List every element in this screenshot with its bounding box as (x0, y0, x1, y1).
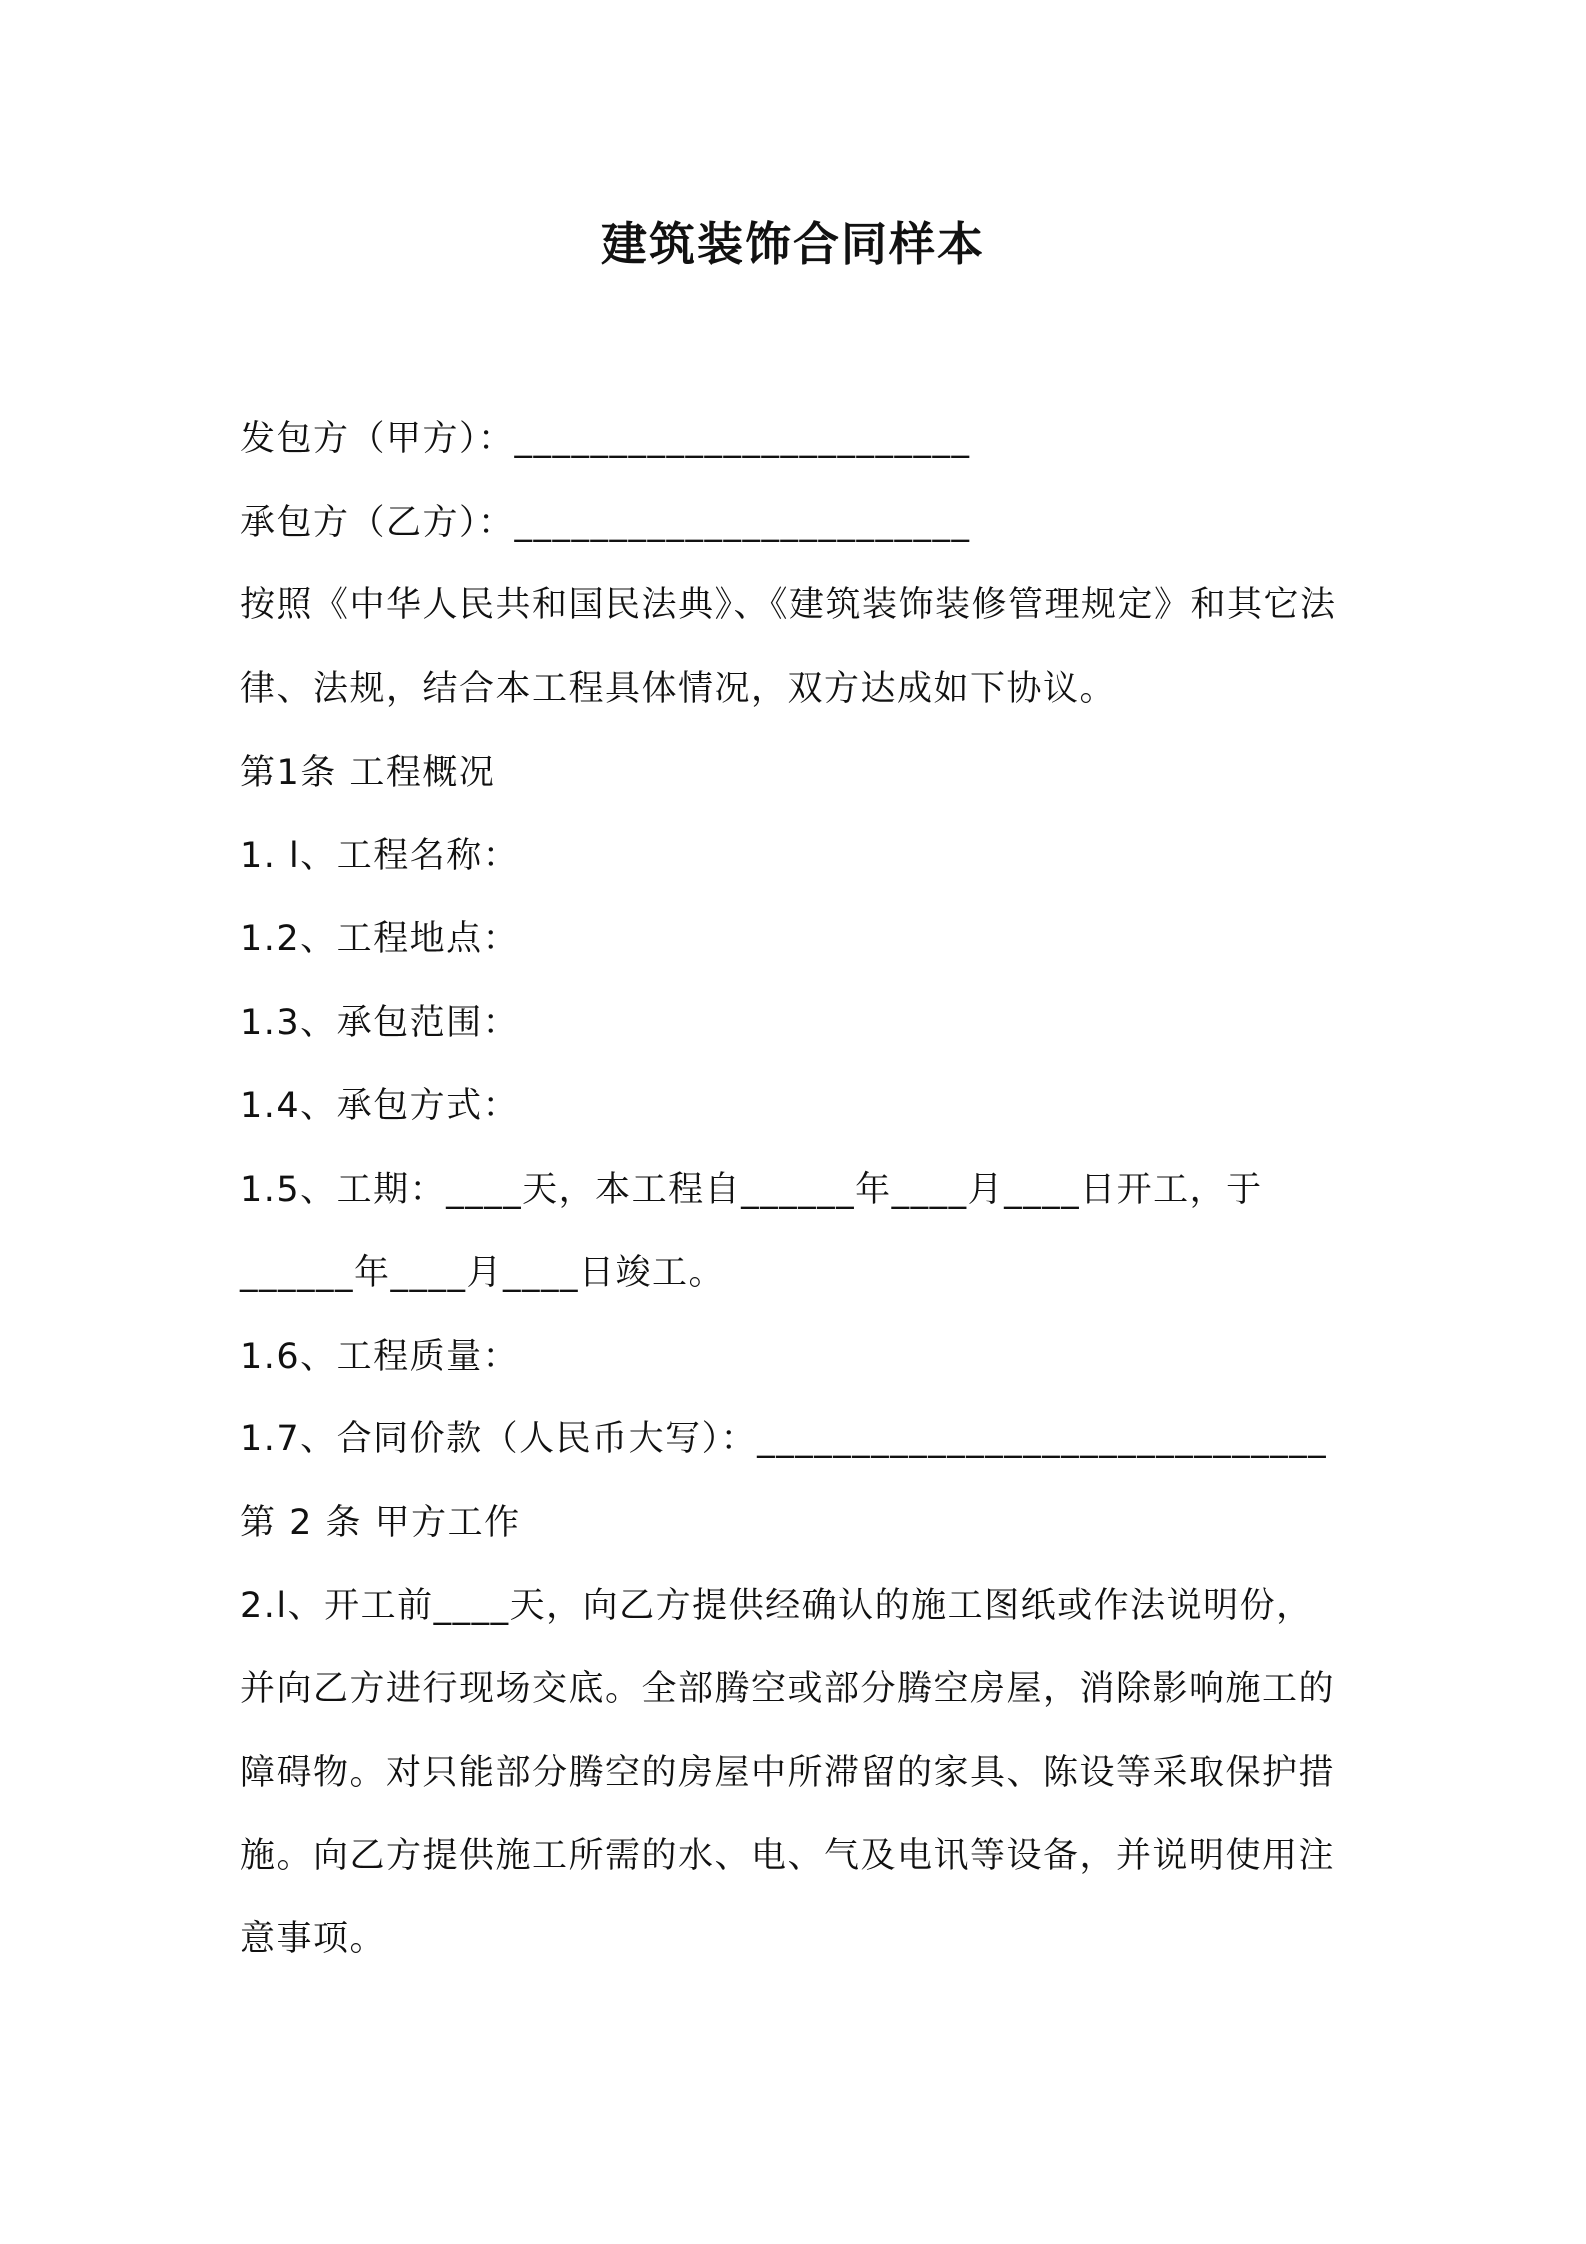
document-title: 建筑装饰合同样本 (601, 217, 985, 271)
party-a-line: 发包方（甲方）：________________________ (240, 419, 971, 459)
clause-1-2: 1.2、工程地点： (240, 919, 520, 959)
clause-1-1: 1. l、工程名称： (240, 836, 520, 876)
clause-2-1-line-4: 施。向乙方提供施工所需的水、电、气及电讯等设备，并说明使用注 (240, 1836, 1336, 1876)
clause-1-4: 1.4、承包方式： (240, 1086, 520, 1126)
clause-2-1-line-3: 障碍物。对只能部分腾空的房屋中所滞留的家具、陈设等采取保护措 (240, 1753, 1336, 1793)
article-2-heading: 第 2 条 甲方工作 (240, 1503, 521, 1543)
clause-1-5-line-1: 1.5、工期：____天，本工程自______年____月____日开工，于 (240, 1170, 1263, 1210)
preamble-line-2: 律、法规，结合本工程具体情况，双方达成如下协议。 (240, 669, 1117, 709)
clause-1-6: 1.6、工程质量： (240, 1337, 520, 1377)
article-1-heading: 第1条 工程概况 (240, 753, 496, 793)
clause-2-1-line-1: 2.l、开工前____天，向乙方提供经确认的施工图纸或作法说明份， (240, 1586, 1313, 1626)
clause-1-5-line-2: ______年____月____日竣工。 (240, 1253, 726, 1293)
clause-1-3: 1.3、承包范围： (240, 1003, 520, 1043)
clause-1-7: 1.7、合同价款（人民币大写）：______________________________ (240, 1419, 1328, 1459)
party-b-line: 承包方（乙方）：________________________ (240, 503, 971, 543)
preamble-line-1: 按照《中华人民共和国民法典》、《建筑装饰装修管理规定》和其它法 (240, 585, 1337, 625)
clause-2-1-line-2: 并向乙方进行现场交底。全部腾空或部分腾空房屋，消除影响施工的 (240, 1669, 1336, 1709)
clause-2-1-line-5: 意事项。 (240, 1919, 387, 1959)
